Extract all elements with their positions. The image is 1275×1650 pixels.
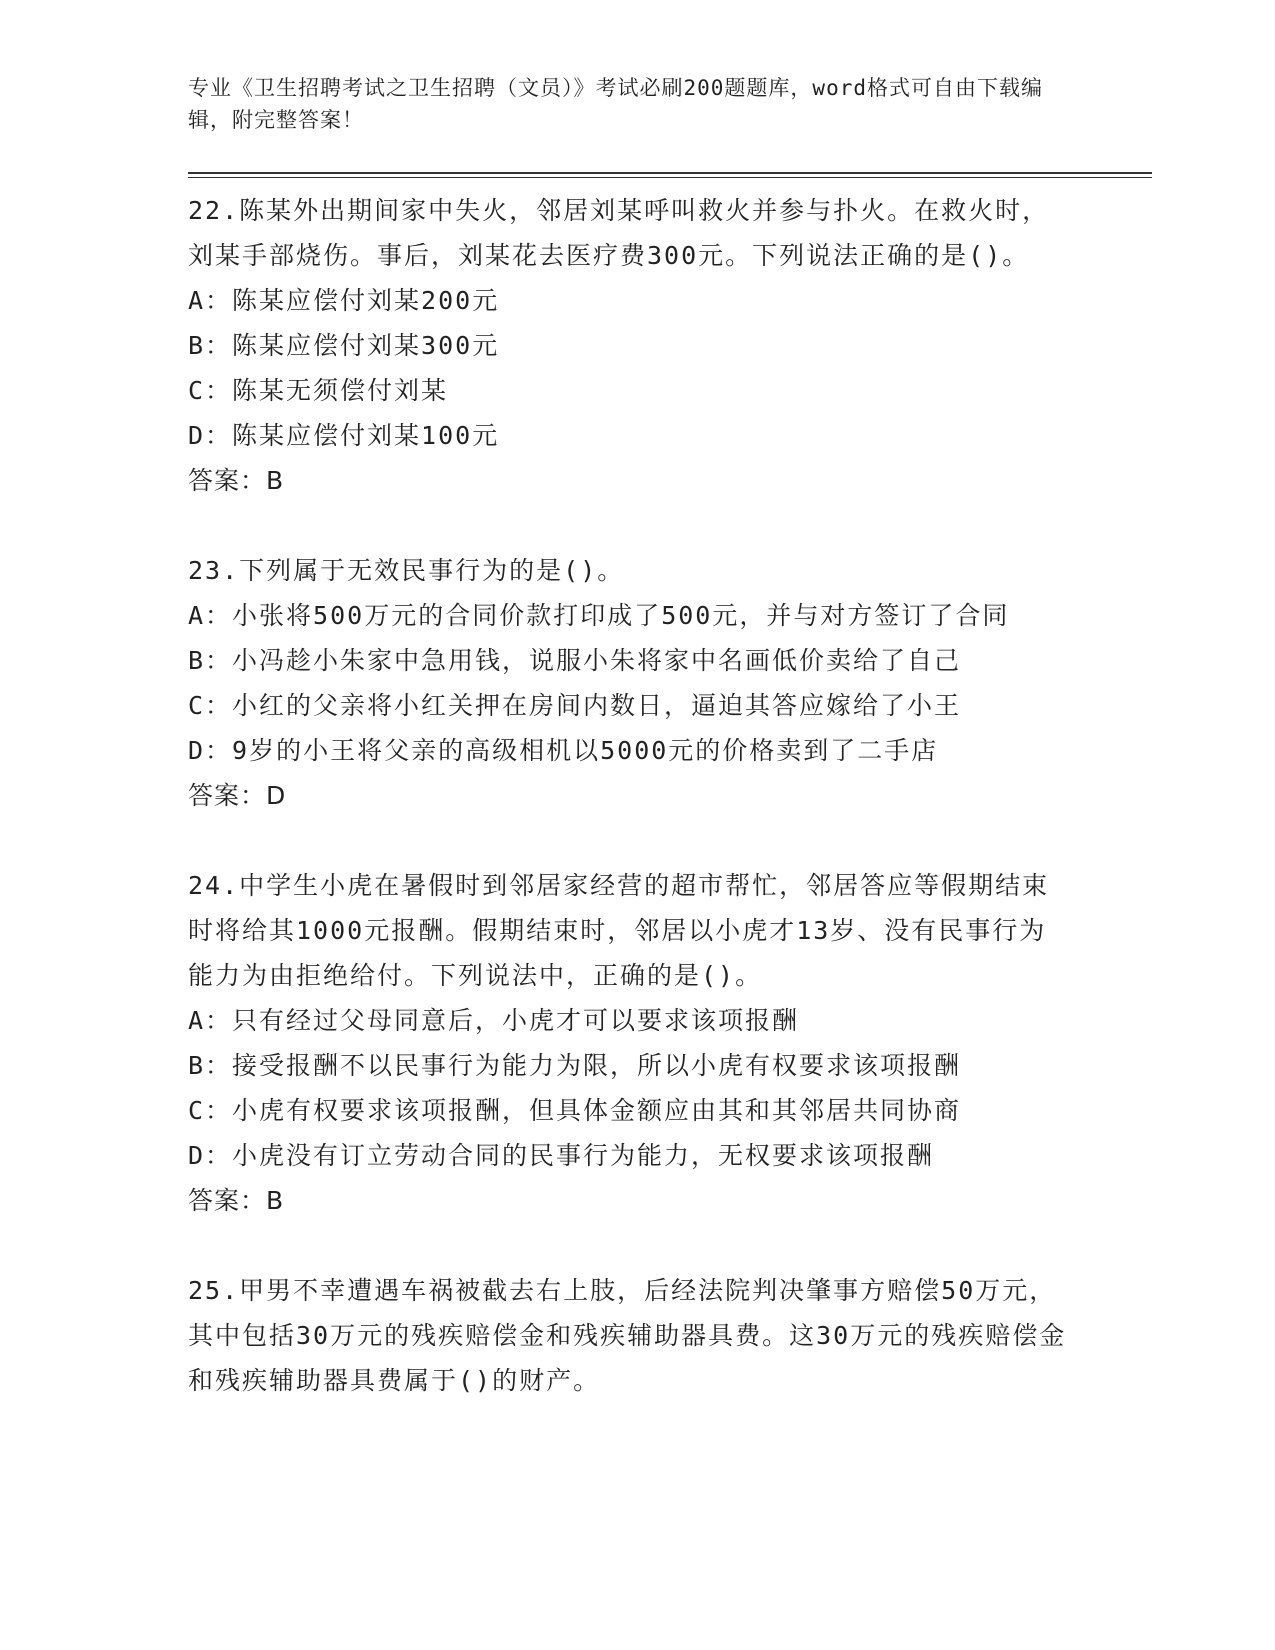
option-a: A：陈某应偿付刘某200元 bbox=[188, 286, 500, 315]
option-d: D：9岁的小王将父亲的高级相机以5000元的价格卖到了二手店 bbox=[188, 736, 939, 765]
option-d: D：小虎没有订立劳动合同的民事行为能力，无权要求该项报酬 bbox=[188, 1141, 935, 1170]
header-divider bbox=[188, 172, 1152, 178]
question-23 bbox=[188, 548, 1068, 818]
answer-line: 答案：B bbox=[188, 466, 285, 495]
option-b: B：接受报酬不以民事行为能力为限，所以小虎有权要求该项报酬 bbox=[188, 1051, 962, 1080]
option-c: C：小红的父亲将小红关押在房间内数日，逼迫其答应嫁给了小王 bbox=[188, 691, 962, 720]
question-25 bbox=[188, 1268, 1068, 1403]
option-b: B：小冯趁小朱家中急用钱，说服小朱将家中名画低价卖给了自己 bbox=[188, 646, 962, 675]
option-a: A：小张将500万元的合同价款打印成了500元，并与对方签订了合同 bbox=[188, 601, 1010, 630]
answer-line: 答案：D bbox=[188, 781, 287, 810]
option-d: D：陈某应偿付刘某100元 bbox=[188, 421, 500, 450]
option-c: C：陈某无须偿付刘某 bbox=[188, 376, 449, 405]
question-24 bbox=[188, 863, 1068, 1223]
question-stem: 24.中学生小虎在暑假时到邻居家经营的超市帮忙，邻居答应等假期结束时将给其1000元报酬。假期结束时，邻居以小虎才13岁、没有民事行为能力为由拒绝给付。下列说法中，正确的是()。 bbox=[188, 871, 1050, 990]
option-a: A：只有经过父母同意后，小虎才可以要求该项报酬 bbox=[188, 1006, 800, 1035]
option-b: B：陈某应偿付刘某300元 bbox=[188, 331, 500, 360]
question-stem: 23.下列属于无效民事行为的是()。 bbox=[188, 556, 625, 585]
question-stem: 22.陈某外出期间家中失火，邻居刘某呼叫救火并参与扑火。在救火时，刘某手部烧伤。事后，刘某花去医疗费300元。下列说法正确的是()。 bbox=[188, 196, 1050, 270]
option-c: C：小虎有权要求该项报酬，但具体金额应由其和其邻居共同协商 bbox=[188, 1096, 962, 1125]
page-header: 专业《卫生招聘考试之卫生招聘（文员）》考试必刷200题题库，word格式可自由下载编辑，附完整答案！ bbox=[188, 76, 1043, 132]
question-22 bbox=[188, 188, 1068, 503]
answer-line: 答案：B bbox=[188, 1186, 285, 1215]
question-stem: 25.甲男不幸遭遇车祸被截去右上肢，后经法院判决肇事方赔偿50万元，其中包括30万元的残疾赔偿金和残疾辅助器具费。这30万元的残疾赔偿金和残疾辅助器具费属于()的财产。 bbox=[188, 1276, 1067, 1395]
question-list bbox=[188, 188, 1068, 1448]
